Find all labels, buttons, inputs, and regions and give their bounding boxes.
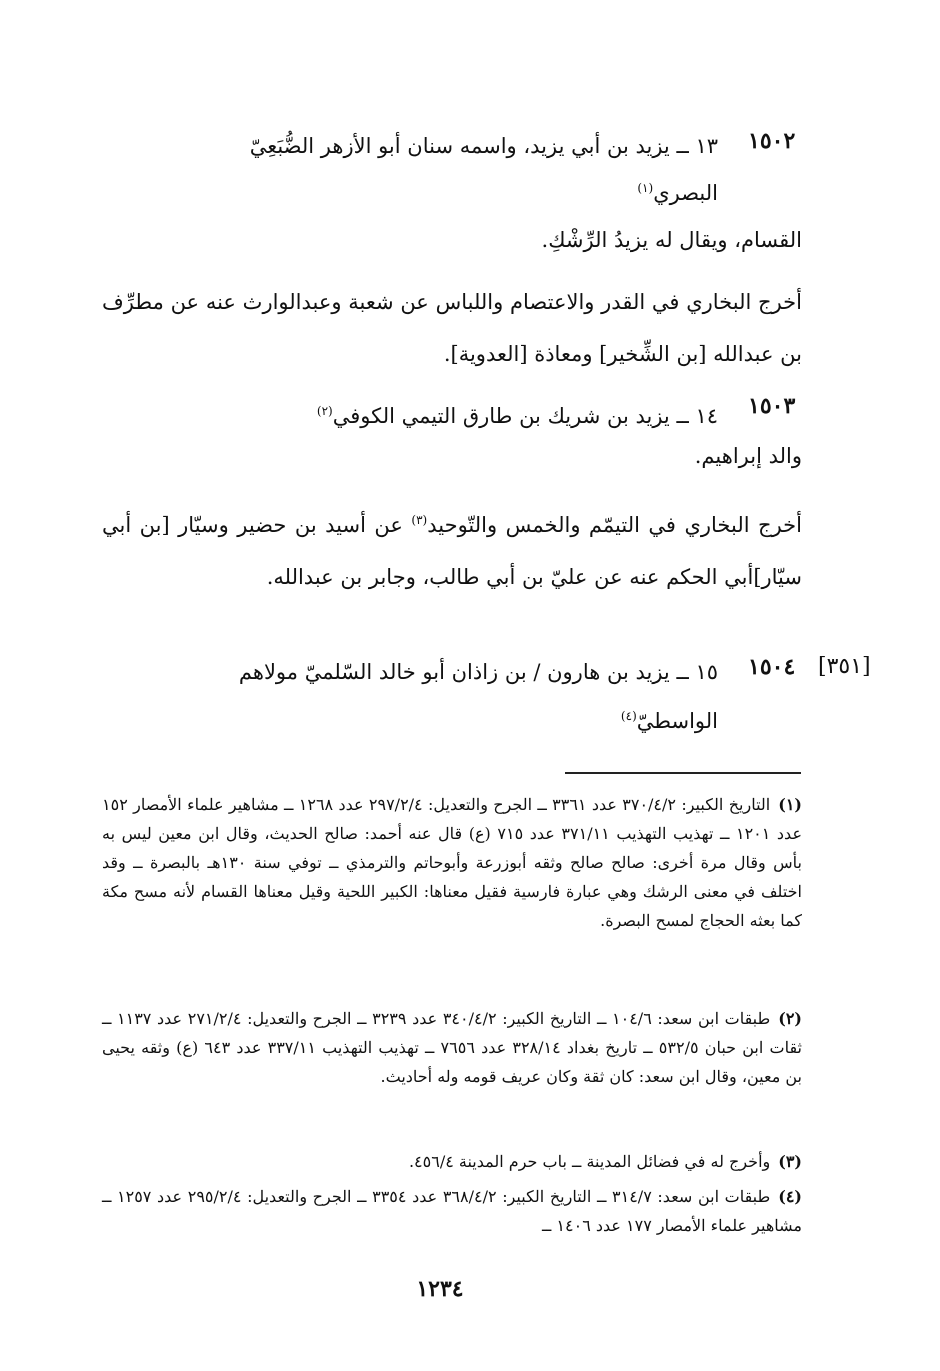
footnote <box>102 1182 802 1240</box>
entry-number: ١٥٠٤ <box>748 654 796 680</box>
footnote <box>102 790 802 935</box>
footnote-ref: (٢) <box>316 404 333 418</box>
entry-title-text: الواسطيّ <box>636 709 718 733</box>
footnote-text: وأخرج له في فضائل المدينة ــ باب حرم المدينة ٤٥٦/٤. <box>408 1152 771 1171</box>
entry-subline: والد إبراهيم. <box>694 444 802 468</box>
entry-title-text: ١٤ ــ يزيد بن شريك بن طارق التيمي الكوفي <box>332 404 718 428</box>
footnote <box>102 1004 802 1091</box>
entry-title: ١٥ ــ يزيد بن هارون / بن زاذان أبو خالد السّلميّ مولاهم <box>238 660 718 684</box>
footnote-text: طبقات ابن سعد: ١٠٤/٦ ــ التاريخ الكبير: ٣٤٠/٤/٢ عدد ٣٢٣٩ ــ الجرح والتعديل: ٢٧١/٢/٤ عدد ١١٣٧ ــ ثقات ابن حبان ٥٣٢/٥ ــ تاريخ بغداد ٣٢٨/١٤ عدد ٧٦٥٦ ــ تهذيب التهذيب ٣٣٧/١١ عدد ٦٤٣ (ع) وثقه يحيى بن معين، وقال ابن سعد: كان ثقة وكان عريف قومه وله أحاديث. <box>102 1009 802 1086</box>
entry-title-continued <box>637 172 718 209</box>
entry-number: ١٥٠٣ <box>748 393 796 419</box>
footnote <box>102 1147 802 1176</box>
entry-body-text: عن أسيد بن حضير وسيّار [بن أبي سيّار]أبي الحكم عنه عن عليّ بن أبي طالب، وجابر بن عبدالله. <box>102 513 802 589</box>
footnote-number: (٣) <box>778 1152 802 1171</box>
entry-body: أخرج البخاري في القدر والاعتصام واللباس عن شعبة وعبدالوارث عنه عن مطرِّف بن عبدالله [بن الشِّخير] ومعاذة [العدوية]. <box>102 290 802 366</box>
footnote-ref: (٤) <box>620 709 637 723</box>
page-marker: [٣٥١] <box>818 654 871 679</box>
page-number: ١٢٣٤ <box>416 1276 464 1302</box>
footnote-text: طبقات ابن سعد: ٣١٤/٧ ــ التاريخ الكبير: ٣٦٨/٤/٢ عدد ٣٣٥٤ ــ الجرح والتعديل: ٢٩٥/٢/٤ عدد ١٢٥٧ ــ مشاهير علماء الأمصار ١٧٧ عدد ١٤٠٦ ــ <box>102 1187 802 1235</box>
footnote-number: (١) <box>778 795 802 814</box>
footnote-divider <box>565 772 801 774</box>
footnote-ref: (٣) <box>411 513 428 527</box>
entry-title-text: البصري <box>653 181 718 205</box>
footnote-number: (٢) <box>778 1009 802 1028</box>
entry-subline: القسام، ويقال له يزيدُ الرِّشْكِ. <box>541 228 802 252</box>
entry-title <box>317 395 718 432</box>
entry-body <box>102 494 802 603</box>
entry-number: ١٥٠٢ <box>748 128 796 154</box>
footnote-ref: (١) <box>637 181 654 195</box>
footnote-number: (٤) <box>778 1187 802 1206</box>
footnote-text: التاريخ الكبير: ٣٧٠/٤/٢ عدد ٣٣٦١ ــ الجرح والتعديل: ٢٩٧/٢/٤ عدد ١٢٦٨ ــ مشاهير علماء الأمصار ١٥٢ عدد ١٢٠١ ــ تهذيب التهذيب ٣٧١/١١ عدد ٧١٥ (ع) قال عنه أحمد: صالح الحديث، وقال ابن معين ليس به بأس وقال مرة أخرى: صالح صالح وثقه أبوزرعة وأبوحاتم والترمذي ــ توفي سنة ١٣٠هـ بالبصرة ــ وقد اختلف في معنى الرشك وهي عبارة فارسية فقيل معناها: الكبير اللحية وقيل معناها القسام لأنه مسح مكة كما بعثه الحجاج لمسح البصرة. <box>102 795 802 930</box>
entry-body-text: أخرج البخاري في التيمّم والخمس والتّوحيد <box>427 513 802 537</box>
entry-title-continued <box>621 700 718 737</box>
entry-title: ١٣ ــ يزيد بن أبي يزيد، واسمه سنان أبو الأزهر الضُّبَعِيّ <box>249 134 718 158</box>
